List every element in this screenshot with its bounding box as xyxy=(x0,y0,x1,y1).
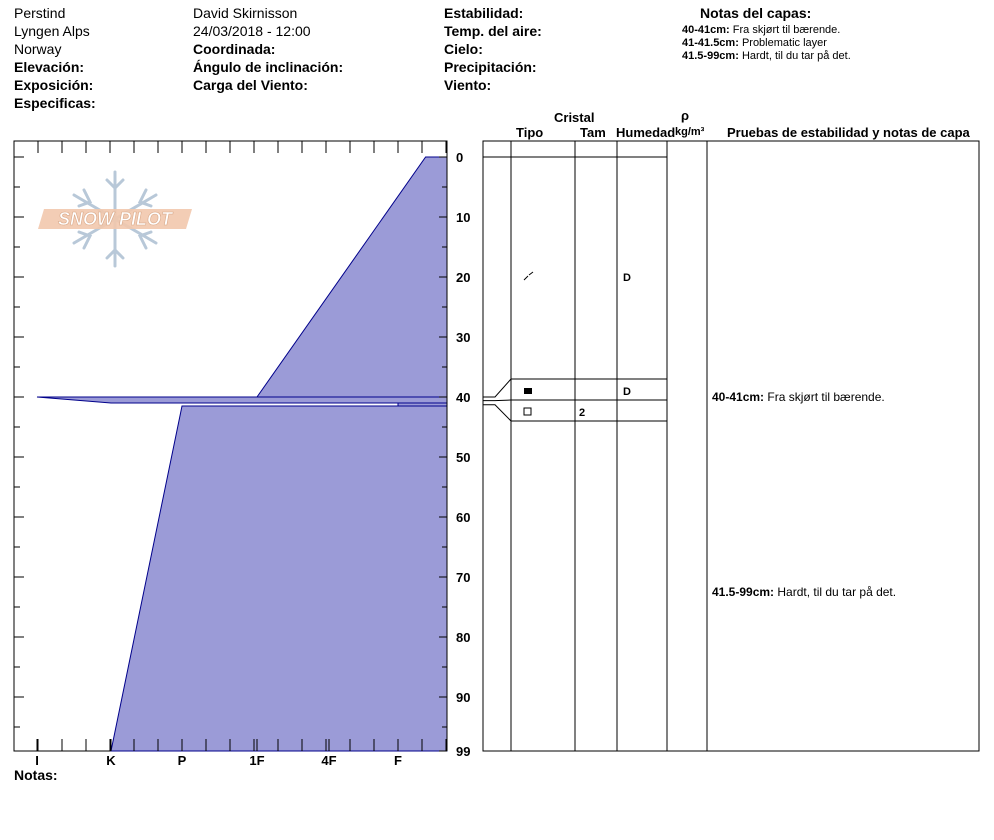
specifics-label: Especificas: xyxy=(14,95,96,111)
slope-angle-label: Ángulo de inclinación: xyxy=(193,59,344,75)
layer-table-frame xyxy=(483,141,979,751)
hardness-layer-2 xyxy=(37,397,447,403)
exposure-label: Exposición: xyxy=(14,77,94,93)
moisture-header: Humedad xyxy=(616,125,676,140)
stability-note: 40-41cm: Fra skjørt til bærende. xyxy=(712,390,885,404)
size-header: Tam xyxy=(580,125,606,140)
hardness-tick-label: I xyxy=(35,753,39,768)
plot-right-mask xyxy=(448,139,484,753)
wind-load-label: Carga del Viento: xyxy=(193,77,308,93)
depth-tick-label: 0 xyxy=(456,150,464,165)
country-name: Norway xyxy=(14,41,62,57)
rho-header: ρ xyxy=(681,108,690,123)
depth-tick-label: 20 xyxy=(456,270,471,285)
layer-note-3: 41.5-99cm: Hardt, til du tar på det. xyxy=(682,50,851,62)
range-name: Lyngen Alps xyxy=(14,23,90,39)
layer-notes-title: Notas del capas: xyxy=(700,5,812,21)
sky-label: Cielo: xyxy=(444,41,483,57)
coordinate-label: Coordinada: xyxy=(193,41,276,57)
wind-label: Viento: xyxy=(444,77,492,93)
crystal-header: Cristal xyxy=(554,110,595,125)
hardness-tick-label: 4F xyxy=(321,753,337,768)
open-square-crystal-icon xyxy=(524,408,531,415)
hardness-tick-label: K xyxy=(106,753,116,768)
observer-name: David Skirnisson xyxy=(193,5,298,21)
tests-header: Pruebas de estabilidad y notas de capa xyxy=(727,125,970,140)
moisture-value: D xyxy=(623,386,631,398)
observation-datetime: 24/03/2018 - 12:00 xyxy=(193,23,311,39)
precipitation-particles-icon xyxy=(524,272,533,280)
hardness-tick-label: 1F xyxy=(249,753,265,768)
stability-label: Estabilidad: xyxy=(444,5,524,21)
layer-note-2: 41-41.5cm: Problematic layer xyxy=(682,37,827,49)
hardness-layer-1 xyxy=(257,157,447,397)
depth-tick-label: 70 xyxy=(456,570,471,585)
hardness-tick-label: F xyxy=(394,753,402,768)
depth-tick-label: 99 xyxy=(456,744,471,759)
crystal-size-value: 2 xyxy=(579,407,586,419)
depth-tick-label: 30 xyxy=(456,330,471,345)
moisture-value: D xyxy=(623,272,631,284)
depth-tick-label: 10 xyxy=(456,210,471,225)
hardness-tick-label: P xyxy=(177,753,187,768)
depth-tick-label: 60 xyxy=(456,510,471,525)
depth-connector xyxy=(483,400,511,401)
notes-label: Notas: xyxy=(14,767,58,783)
air-temp-label: Temp. del aire: xyxy=(444,23,542,39)
location-name: Perstind xyxy=(14,5,66,21)
precipitation-label: Precipitación: xyxy=(444,59,537,75)
hardness-layer-4 xyxy=(111,406,447,751)
depth-connector xyxy=(483,379,511,397)
layer-note-1: 40-41cm: Fra skjørt til bærende. xyxy=(682,24,841,36)
stability-note: 41.5-99cm: Hardt, til du tar på det. xyxy=(712,585,897,599)
depth-tick-label: 40 xyxy=(456,390,471,405)
logo-text: SNOW PILOT xyxy=(58,209,172,229)
depth-connector xyxy=(483,405,511,421)
depth-tick-label: 50 xyxy=(456,450,471,465)
density-unit-header: kg/m³ xyxy=(675,126,705,138)
snowflake-logo-icon xyxy=(38,172,192,266)
depth-tick-label: 80 xyxy=(456,630,471,645)
depth-tick-label: 90 xyxy=(456,690,471,705)
type-header: Tipo xyxy=(516,125,544,140)
faceted-crystal-icon xyxy=(524,388,532,394)
elevation-label: Elevación: xyxy=(14,59,85,75)
